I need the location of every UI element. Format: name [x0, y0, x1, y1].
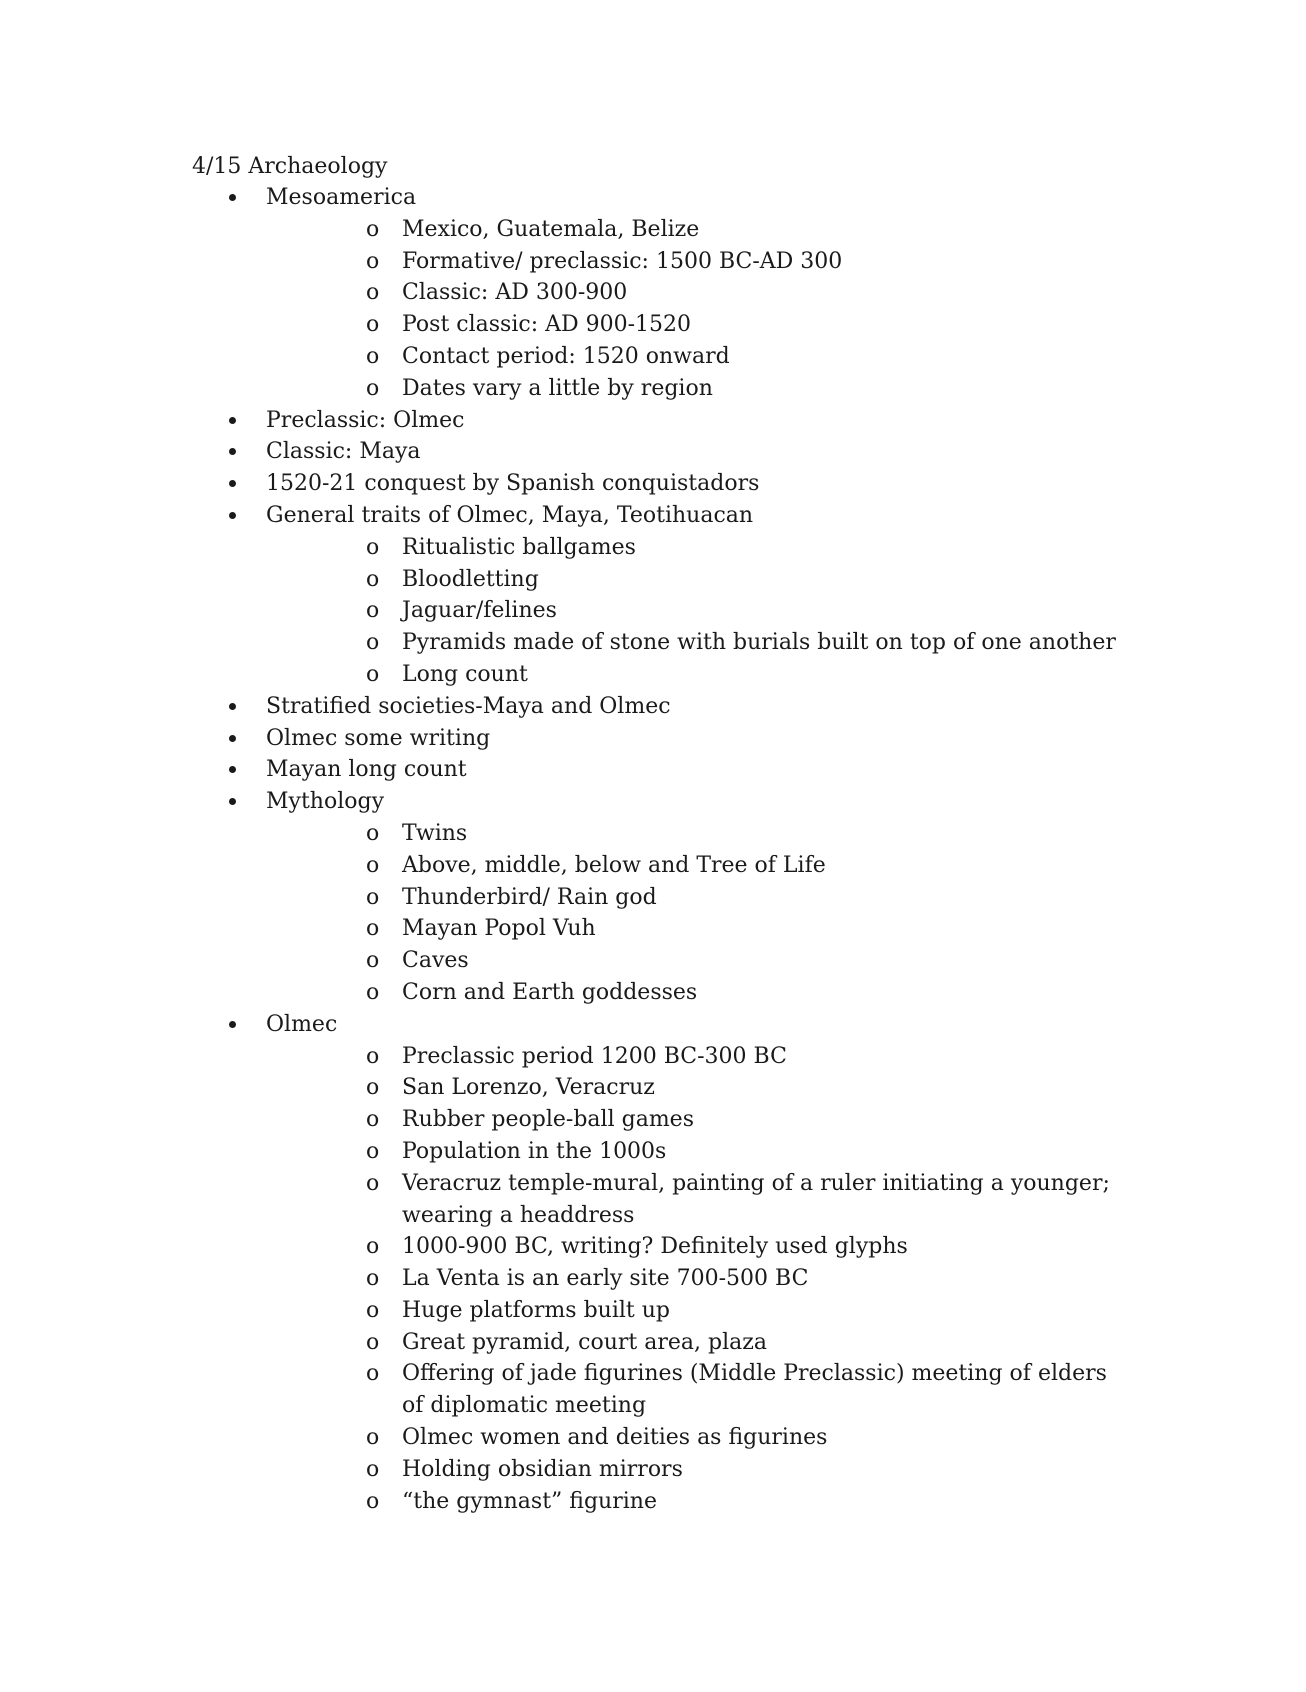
bullet-circle-icon: o	[366, 1329, 380, 1355]
sub-item-text: Ritualistic ballgames	[402, 534, 636, 560]
sub-item	[266, 309, 1166, 341]
sub-item-text: Bloodletting	[402, 566, 539, 592]
bullet-circle-icon: o	[366, 948, 380, 974]
bullet-dot-icon	[229, 448, 236, 455]
sub-item	[266, 1263, 1166, 1295]
sub-item	[266, 977, 1166, 1009]
sub-item	[266, 1327, 1166, 1359]
sub-item-text: Long count	[402, 661, 528, 687]
page-title: 4/15 Archaeology	[192, 154, 388, 179]
sub-item-text: Corn and Earth goddesses	[402, 979, 698, 1005]
bullet-circle-icon: o	[366, 852, 380, 878]
sub-item-text: Population in the 1000s	[402, 1138, 667, 1164]
bullet-circle-icon: o	[366, 979, 380, 1005]
bullet-circle-icon: o	[366, 661, 380, 687]
sub-item	[266, 1168, 1166, 1232]
bullet-dot-icon	[229, 417, 236, 424]
bullet-dot-icon	[229, 194, 236, 201]
sub-item-text: Huge platforms built up	[402, 1297, 670, 1323]
sub-item-text: Holding obsidian mirrors	[402, 1456, 683, 1482]
bullet-circle-icon: o	[366, 598, 380, 624]
bullet-circle-icon: o	[366, 534, 380, 560]
bullet-circle-icon: o	[366, 566, 380, 592]
bullet-circle-icon: o	[366, 375, 380, 401]
bullet-dot-icon	[229, 798, 236, 805]
sub-item-text: Mayan Popol Vuh	[402, 916, 596, 942]
sub-item-text: Caves	[402, 948, 469, 974]
sub-item	[266, 1072, 1166, 1104]
bullet-circle-icon: o	[366, 280, 380, 306]
bullet-circle-icon: o	[366, 630, 380, 656]
bullet-circle-icon: o	[366, 1488, 380, 1514]
sub-item	[266, 1104, 1166, 1136]
bullet-circle-icon: o	[366, 1170, 380, 1196]
bullet-circle-icon: o	[366, 1361, 380, 1387]
sub-item-text: Great pyramid, court area, plaza	[402, 1329, 767, 1355]
bullet-circle-icon: o	[366, 1138, 380, 1164]
sub-item-text: San Lorenzo, Veracruz	[402, 1075, 655, 1101]
outline-item	[192, 691, 1092, 723]
outline-item	[192, 500, 1116, 691]
outline-item-text: Mythology	[266, 789, 385, 815]
sub-item	[266, 214, 1166, 246]
bullet-circle-icon: o	[366, 884, 380, 910]
outline-item-text: Classic: Maya	[266, 439, 421, 465]
outline-item-text: Olmec some writing	[266, 725, 491, 751]
bullet-circle-icon: o	[366, 343, 380, 369]
sub-item-text: Rubber people-ball games	[402, 1107, 694, 1133]
outline-item-text: Mayan long count	[266, 757, 467, 783]
sub-item	[266, 373, 1166, 405]
bullet-circle-icon: o	[366, 1075, 380, 1101]
sub-list	[266, 1041, 1110, 1518]
sub-item-text: Jaguar/felines	[402, 598, 557, 624]
sub-item	[266, 246, 1166, 278]
bullet-dot-icon	[229, 512, 236, 519]
sub-item	[266, 1136, 1166, 1168]
outline-item	[192, 436, 1092, 468]
bullet-dot-icon	[229, 480, 236, 487]
sub-item	[266, 659, 1166, 691]
sub-item-text: Olmec women and deities as figurines	[402, 1425, 828, 1451]
bullet-circle-icon: o	[366, 312, 380, 338]
outline-item-text: Preclassic: Olmec	[266, 407, 465, 433]
bullet-circle-icon: o	[366, 820, 380, 846]
sub-item	[266, 1422, 1166, 1454]
sub-item-text: Veracruz temple-mural, painting of a ruler initiating a younger; wearing a headdress	[402, 1170, 1110, 1228]
outline-item	[192, 182, 1092, 405]
sub-item-text: Thunderbird/ Rain god	[402, 884, 657, 910]
sub-item-text: Classic: AD 300-900	[402, 280, 628, 306]
outline-item	[192, 405, 1092, 437]
outline-item	[192, 1009, 1110, 1518]
sub-item	[266, 1358, 1166, 1422]
sub-item	[266, 850, 1166, 882]
outline-item-text: General traits of Olmec, Maya, Teotihuacan	[266, 502, 754, 528]
sub-item	[266, 341, 1166, 373]
sub-list	[266, 818, 1092, 1009]
outline-item-text: Stratified societies-Maya and Olmec	[266, 693, 671, 719]
notes-body	[192, 152, 1116, 1517]
sub-item-text: Twins	[402, 820, 468, 846]
sub-item	[266, 564, 1166, 596]
bullet-circle-icon: o	[366, 1425, 380, 1451]
sub-item-text: Contact period: 1520 onward	[402, 343, 730, 369]
sub-list	[266, 532, 1116, 691]
outline-item	[192, 786, 1092, 1009]
sub-item-text: Preclassic period 1200 BC-300 BC	[402, 1043, 787, 1069]
bullet-dot-icon	[229, 1021, 236, 1028]
sub-item-text: Offering of jade figurines (Middle Preclassic) meeting of elders of diplomatic meeting	[402, 1361, 1107, 1419]
bullet-circle-icon: o	[366, 916, 380, 942]
sub-item	[266, 595, 1166, 627]
bullet-dot-icon	[229, 735, 236, 742]
sub-list	[266, 214, 1092, 405]
sub-item	[266, 532, 1166, 564]
bullet-circle-icon: o	[366, 1456, 380, 1482]
outline-list	[192, 182, 1116, 1517]
sub-item-text: Above, middle, below and Tree of Life	[402, 852, 826, 878]
bullet-circle-icon: o	[366, 1107, 380, 1133]
sub-item	[266, 277, 1166, 309]
outline-item	[192, 723, 1092, 755]
bullet-dot-icon	[229, 703, 236, 710]
bullet-circle-icon: o	[366, 216, 380, 242]
bullet-circle-icon: o	[366, 1234, 380, 1260]
outline-item-text: 1520-21 conquest by Spanish conquistadors	[266, 471, 760, 497]
sub-item-text: Post classic: AD 900-1520	[402, 312, 692, 338]
sub-item	[266, 945, 1166, 977]
bullet-circle-icon: o	[366, 1043, 380, 1069]
sub-item-text: “the gymnast” figurine	[402, 1488, 657, 1514]
sub-item	[266, 1295, 1166, 1327]
sub-item	[266, 1486, 1166, 1518]
sub-item	[266, 627, 1166, 659]
sub-item	[266, 913, 1166, 945]
sub-item-text: Mexico, Guatemala, Belize	[402, 216, 700, 242]
sub-item-text: Formative/ preclassic: 1500 BC-AD 300	[402, 248, 843, 274]
sub-item-text: La Venta is an early site 700-500 BC	[402, 1266, 809, 1292]
sub-item	[266, 1231, 1166, 1263]
outline-item-text: Mesoamerica	[266, 185, 417, 210]
sub-item	[266, 818, 1166, 850]
sub-item	[266, 1041, 1166, 1073]
outline-item-text: Olmec	[266, 1011, 338, 1037]
sub-item	[266, 882, 1166, 914]
outline-item	[192, 754, 1092, 786]
bullet-circle-icon: o	[366, 1266, 380, 1292]
bullet-circle-icon: o	[366, 248, 380, 274]
sub-item-text: 1000-900 BC, writing? Definitely used glyphs	[402, 1234, 908, 1260]
bullet-circle-icon: o	[366, 1297, 380, 1323]
bullet-dot-icon	[229, 766, 236, 773]
sub-item-text: Dates vary a little by region	[402, 375, 713, 401]
outline-item	[192, 468, 1092, 500]
sub-item-text: Pyramids made of stone with burials built on top of one another	[402, 630, 1116, 656]
sub-item	[266, 1454, 1166, 1486]
